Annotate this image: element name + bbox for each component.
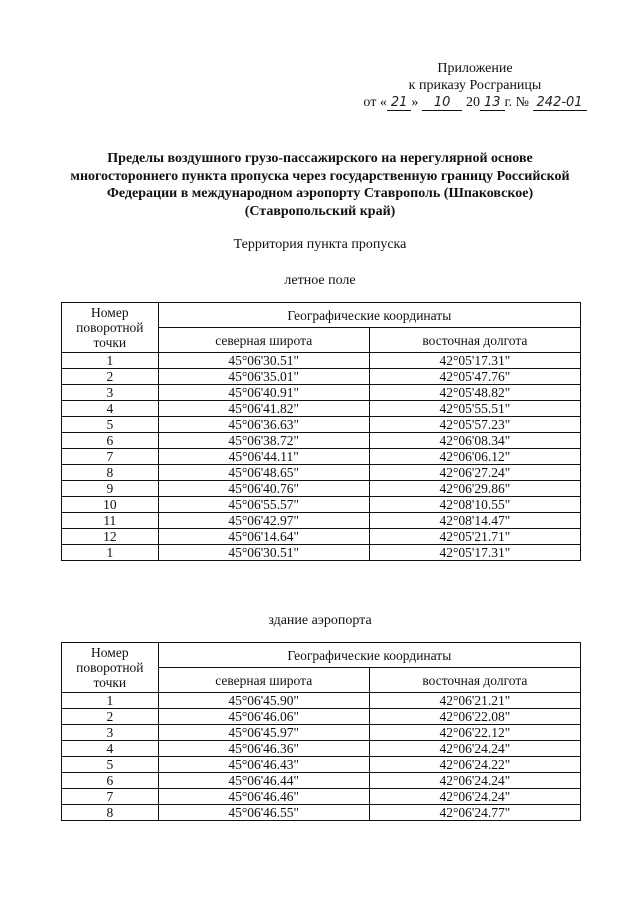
- point-number: 12: [62, 529, 159, 545]
- table-row: [62, 401, 581, 417]
- table-row: [62, 369, 581, 385]
- table-row: [62, 513, 581, 529]
- coordinates-table-airfield: [61, 302, 581, 561]
- latitude-value: 45°06'14.64": [158, 529, 369, 545]
- date-month: 10: [422, 96, 463, 111]
- longitude-value: 42°06'29.86": [369, 481, 580, 497]
- longitude-value: 42°06'24.24": [369, 741, 580, 757]
- point-number: 2: [62, 709, 159, 725]
- point-number: 8: [62, 465, 159, 481]
- date-year-unit: г. №: [504, 95, 530, 110]
- latitude-value: 45°06'42.97": [158, 513, 369, 529]
- longitude-value: 42°05'47.76": [369, 369, 580, 385]
- latitude-value: 45°06'36.63": [158, 417, 369, 433]
- longitude-value: 42°06'06.12": [369, 449, 580, 465]
- table-row: [62, 385, 581, 401]
- table-row: [62, 433, 581, 449]
- point-number-header: Номер поворотной точки: [62, 643, 159, 693]
- longitude-value: 42°05'48.82": [369, 385, 580, 401]
- latitude-value: 45°06'44.11": [158, 449, 369, 465]
- document-title: Пределы воздушного грузо-пассажирского на нерегулярной основе многостороннего пункта пропуска через государственную границу Российской Федерации в международном аэропорту Ставрополь (Шпаковское) (Ставропольский край): [70, 151, 570, 219]
- latitude-value: 45°06'46.44": [158, 773, 369, 789]
- point-number: 1: [62, 693, 159, 709]
- point-number: 10: [62, 497, 159, 513]
- longitude-value: 42°05'55.51": [369, 401, 580, 417]
- point-number: 6: [62, 773, 159, 789]
- longitude-value: 42°06'24.22": [369, 757, 580, 773]
- table-row: [62, 465, 581, 481]
- longitude-value: 42°06'22.08": [369, 709, 580, 725]
- latitude-header: северная широта: [158, 668, 369, 693]
- point-number: 3: [62, 385, 159, 401]
- appendix-block: [340, 60, 610, 111]
- longitude-header: восточная долгота: [369, 668, 580, 693]
- latitude-value: 45°06'30.51": [158, 353, 369, 369]
- order-reference: к приказу Росграницы: [408, 78, 542, 93]
- latitude-value: 45°06'40.76": [158, 481, 369, 497]
- latitude-value: 45°06'46.55": [158, 805, 369, 821]
- longitude-value: 42°06'27.24": [369, 465, 580, 481]
- table-row: [62, 773, 581, 789]
- appendix-label: Приложение: [437, 61, 513, 76]
- latitude-value: 45°06'35.01": [158, 369, 369, 385]
- date-day: 21: [387, 96, 412, 111]
- latitude-value: 45°06'46.43": [158, 757, 369, 773]
- table-row: [62, 725, 581, 741]
- airfield-rows: [62, 353, 581, 561]
- table-row: [62, 545, 581, 561]
- latitude-value: 45°06'41.82": [158, 401, 369, 417]
- longitude-value: 42°08'10.55": [369, 497, 580, 513]
- point-number: 9: [62, 481, 159, 497]
- order-date-line: [340, 94, 610, 111]
- table-row: [62, 529, 581, 545]
- table-row: [62, 757, 581, 773]
- table-row: [62, 417, 581, 433]
- section-caption-terminal: здание аэропорта: [268, 613, 372, 628]
- table-row: [62, 497, 581, 513]
- point-number: 4: [62, 401, 159, 417]
- point-number: 11: [62, 513, 159, 529]
- latitude-value: 45°06'46.06": [158, 709, 369, 725]
- longitude-value: 42°06'24.77": [369, 805, 580, 821]
- longitude-value: 42°06'08.34": [369, 433, 580, 449]
- geo-coordinates-header: Географические координаты: [158, 303, 580, 328]
- point-number: 5: [62, 757, 159, 773]
- latitude-header: северная широта: [158, 328, 369, 353]
- order-number: 242-01: [533, 96, 587, 111]
- table-row: [62, 481, 581, 497]
- territory-caption: Территория пункта пропуска: [233, 237, 407, 252]
- terminal-rows: [62, 693, 581, 821]
- table-row: [62, 693, 581, 709]
- date-quote-close: »: [411, 95, 419, 110]
- longitude-value: 42°06'22.12": [369, 725, 580, 741]
- section-caption-airfield: летное поле: [284, 273, 356, 288]
- longitude-value: 42°06'24.24": [369, 773, 580, 789]
- longitude-value: 42°05'21.71": [369, 529, 580, 545]
- point-number: 8: [62, 805, 159, 821]
- point-number: 4: [62, 741, 159, 757]
- longitude-value: 42°06'24.24": [369, 789, 580, 805]
- table-row: [62, 709, 581, 725]
- latitude-value: 45°06'55.57": [158, 497, 369, 513]
- point-number: 3: [62, 725, 159, 741]
- date-year-prefix: 20: [465, 95, 480, 110]
- point-number: 5: [62, 417, 159, 433]
- point-number: 2: [62, 369, 159, 385]
- table-row: [62, 741, 581, 757]
- point-number: 7: [62, 789, 159, 805]
- latitude-value: 45°06'48.65": [158, 465, 369, 481]
- table-row: [62, 449, 581, 465]
- longitude-value: 42°06'21.21": [369, 693, 580, 709]
- latitude-value: 45°06'38.72": [158, 433, 369, 449]
- date-prefix: от «: [363, 95, 387, 110]
- point-number: 6: [62, 433, 159, 449]
- latitude-value: 45°06'40.91": [158, 385, 369, 401]
- point-number: 7: [62, 449, 159, 465]
- coordinates-table-terminal: [61, 642, 581, 821]
- longitude-header: восточная долгота: [369, 328, 580, 353]
- point-number-header: Номер поворотной точки: [62, 303, 159, 353]
- latitude-value: 45°06'45.97": [158, 725, 369, 741]
- point-number: 1: [62, 353, 159, 369]
- date-year-suffix: 13: [480, 96, 505, 111]
- longitude-value: 42°05'17.31": [369, 353, 580, 369]
- longitude-value: 42°08'14.47": [369, 513, 580, 529]
- latitude-value: 45°06'30.51": [158, 545, 369, 561]
- table-row: [62, 353, 581, 369]
- table-row: [62, 805, 581, 821]
- longitude-value: 42°05'17.31": [369, 545, 580, 561]
- geo-coordinates-header: Географические координаты: [158, 643, 580, 668]
- latitude-value: 45°06'45.90": [158, 693, 369, 709]
- point-number: 1: [62, 545, 159, 561]
- table-row: [62, 789, 581, 805]
- latitude-value: 45°06'46.36": [158, 741, 369, 757]
- longitude-value: 42°05'57.23": [369, 417, 580, 433]
- latitude-value: 45°06'46.46": [158, 789, 369, 805]
